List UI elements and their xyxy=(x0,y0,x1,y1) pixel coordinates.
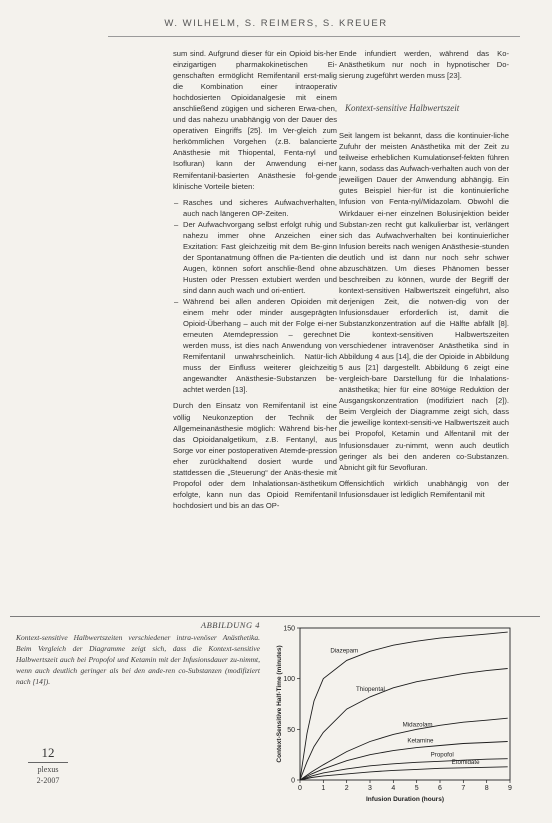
x-tick-label: 0 xyxy=(298,785,302,792)
right-column xyxy=(339,48,509,505)
series-label-etomidate: Etomidate xyxy=(451,758,480,766)
x-tick-label: 4 xyxy=(391,785,396,792)
right-paragraph-1: Ende infundiert werden, während das Ko-Anästhetikum nur noch in hypnotischer Do-sierung zugeführt werden muss [23]. xyxy=(339,49,509,81)
figure-caption: Kontext-sensitive Halbwertszeiten verschiedener intra-venöser Anästhetika. Beim Vergleich der Diagramme zeigt sich, dass die Kontext-sensitive Halbwertszeit auch bei Propofol und Ketamin mit der Infusionsdauer zu-nimmt, wenn auch deutlich geringer als bei den ande-ren co-Substanzen (modifiziert nach [14]). xyxy=(16,633,260,686)
series-label-propofol: Propofol xyxy=(430,751,454,759)
left-paragraph-2: Durch den Einsatz von Remifentanil ist eine völlig Neukonzeption der Technik der Allgemeinanästhesie möglich: Während bis-her das Opioidanalgetikum, z.B. Fentanyl, aus Sorge vor einer postoperativen Atemde-pression eher zurückhaltend dosiert wurde und stattdessen die „Steuerung“ der Anäs-thesie mit Propofol oder dem Inhalationsan-ästhetikum erfolgte, kann nun das Opioid Remifentanil hochdosiert und bis an das OP- xyxy=(173,401,337,510)
y-tick-label: 100 xyxy=(283,676,295,684)
running-header: W. WILHELM, S. REIMERS, S. KREUER xyxy=(164,18,388,29)
half-time-chart xyxy=(270,620,546,820)
x-tick-label: 5 xyxy=(414,785,419,792)
y-axis-title: Context-Sensitive Half-Time (minutes) xyxy=(276,645,283,763)
page-number: 12 xyxy=(28,745,68,763)
left-paragraph-1: sum sind. Aufgrund dieser für ein Opioid bis-her einzigartigen pharmakokinetischen Ei-genschaften ermöglicht Remifentanil erst-malig die Kombination einer intraoperativ hochdosierten Opioidanalgesie mit einem anschließend zügigen und sicheren Erwa-chen, und das nahezu unabhängig von der Dauer des operativen Eingriffs [25]. Im Ver-gleich zum herkömmlichen Vorgehen (z.B. balancierte Anästhesie mit Thiopental, Fenta-nyl und Isofluran) kann der Anwendung ei-ner Remifentanil-basierten Anästhesie fol-gende klinische Vorteile bieten: xyxy=(173,49,337,191)
x-tick-label: 7 xyxy=(461,785,466,792)
series-label-thiopental: Thiopental xyxy=(356,685,385,693)
y-tick-label: 150 xyxy=(283,625,295,633)
right-paragraph-2: Seit langem ist bekannt, dass die kontinuier-liche Zufuhr der meisten Anästhetika mit der Zeit zu teilweise erheblichen Kumulationsef-fekten führen kann, sodass das Aufwach-verhalten auch von der jeweiligen Dauer der Anwendung abhängig. Ein gutes Beispiel hier-für ist die kontinuierliche Infusion von Fenta-nyl/Midazolam. Obwohl die Wirkdauer ei-ner einzelnen Bolusinjektion beider Substan-zen recht gut kalkulierbar ist, verlängert sich das Aufwachverhalten bei kontinuierlicher Infusion bereits nach wenigen Anästhesie-stunden deutlich und ist dann nur noch sehr schwer abzuschätzen. Um dieses Phänomen besser beschreiben zu können, wurde der Begriff der kontext-sensitiven Halbwertszeit eingeführt, also derjenigen Zeit, die notwen-dig von der Infusionsdauer erforderlich ist, damit die Substanzkonzentration auf die Hälfte abfällt [8]. Die kontext-sensitiven Halbwertszeiten verschiedener intravenöser Anästhetika sind in Abbildung 4 aus [14], die der Opioide in Abbildung 5 aus [21] dargestellt. Abbildung 6 zeigt eine vergleich-bare Darstellung für die Inhalations-anästhetika; hier für eine 80%ige Reduktion der Ausgangskonzentration (modifiziert nach [2]). Beim Vergleich der Diagramme zeigt sich, dass die jeweilige kontext-sensiti-ve Halbwertszeit auch bei Propofol, Ketamin und Alfentanil mit der Infusionsdauer zu-nimmt, wenn auch deutlich geringer als bei den anderen co-Substanzen. Abnicht gilt für Sevofluran. xyxy=(339,131,509,472)
advantages-list xyxy=(173,197,337,396)
series-line-etomidate xyxy=(300,767,508,780)
series-label-midazolam: Midazolam xyxy=(402,721,433,729)
x-tick-label: 3 xyxy=(368,785,372,792)
issue-number: 2-2007 xyxy=(36,776,60,785)
x-tick-label: 1 xyxy=(321,785,326,792)
left-column xyxy=(173,48,337,516)
chart-svg xyxy=(270,620,546,820)
x-tick-label: 2 xyxy=(344,785,349,792)
list-item: – Der Aufwachvorgang selbst erfolgt ruhig und nahezu immer ohne Anzeichen einer Exzitation: Fast gleichzeitig mit dem Be-ginn der Spontanatmung öffnen die Pa-tienten die Augen, können sofort anschlie-ßend ohne Husten oder Pressen extubiert werden und sind dann auch wach und ori-entiert. xyxy=(183,219,337,296)
section-heading: Kontext-sensitive Halbwertszeit xyxy=(345,103,460,114)
y-tick-label: 50 xyxy=(287,726,295,734)
list-item: – Während bei allen anderen Opioiden mit einem mehr oder minder ausgeprägten Opioid-Überhang – auch mit der Folge ei-ner erneuten Atemdepression – gerechnet werden muss, ist dies nach Anwendung von Remifentanil unwahrscheinlich. Natür-lich muss der Einfluss weiterer gleichzeitig angewandter Anästhesie-Substanzen be-achtet werden [13]. xyxy=(183,296,337,395)
figure-label: ABBILDUNG 4 xyxy=(200,620,260,630)
figure-divider xyxy=(10,616,540,617)
x-tick-label: 8 xyxy=(484,785,489,792)
list-item: – Rasches und sicheres Aufwachverhalten, auch nach längeren OP-Zeiten. xyxy=(183,197,337,219)
header-divider xyxy=(108,36,520,37)
series-label-ketamine: Ketamine xyxy=(407,737,434,745)
x-axis-title: Infusion Duration (hours) xyxy=(366,796,444,803)
journal-name: plexus xyxy=(37,765,59,774)
right-paragraph-3: Offensichtlich wirklich unabhängig von der Infusionsdauer ist lediglich Remifentanil mit xyxy=(339,478,509,499)
x-tick-label: 6 xyxy=(438,785,442,792)
series-label-diazepam: Diazepam xyxy=(330,647,359,655)
x-tick-label: 9 xyxy=(508,785,512,792)
y-tick-label: 0 xyxy=(291,777,295,785)
